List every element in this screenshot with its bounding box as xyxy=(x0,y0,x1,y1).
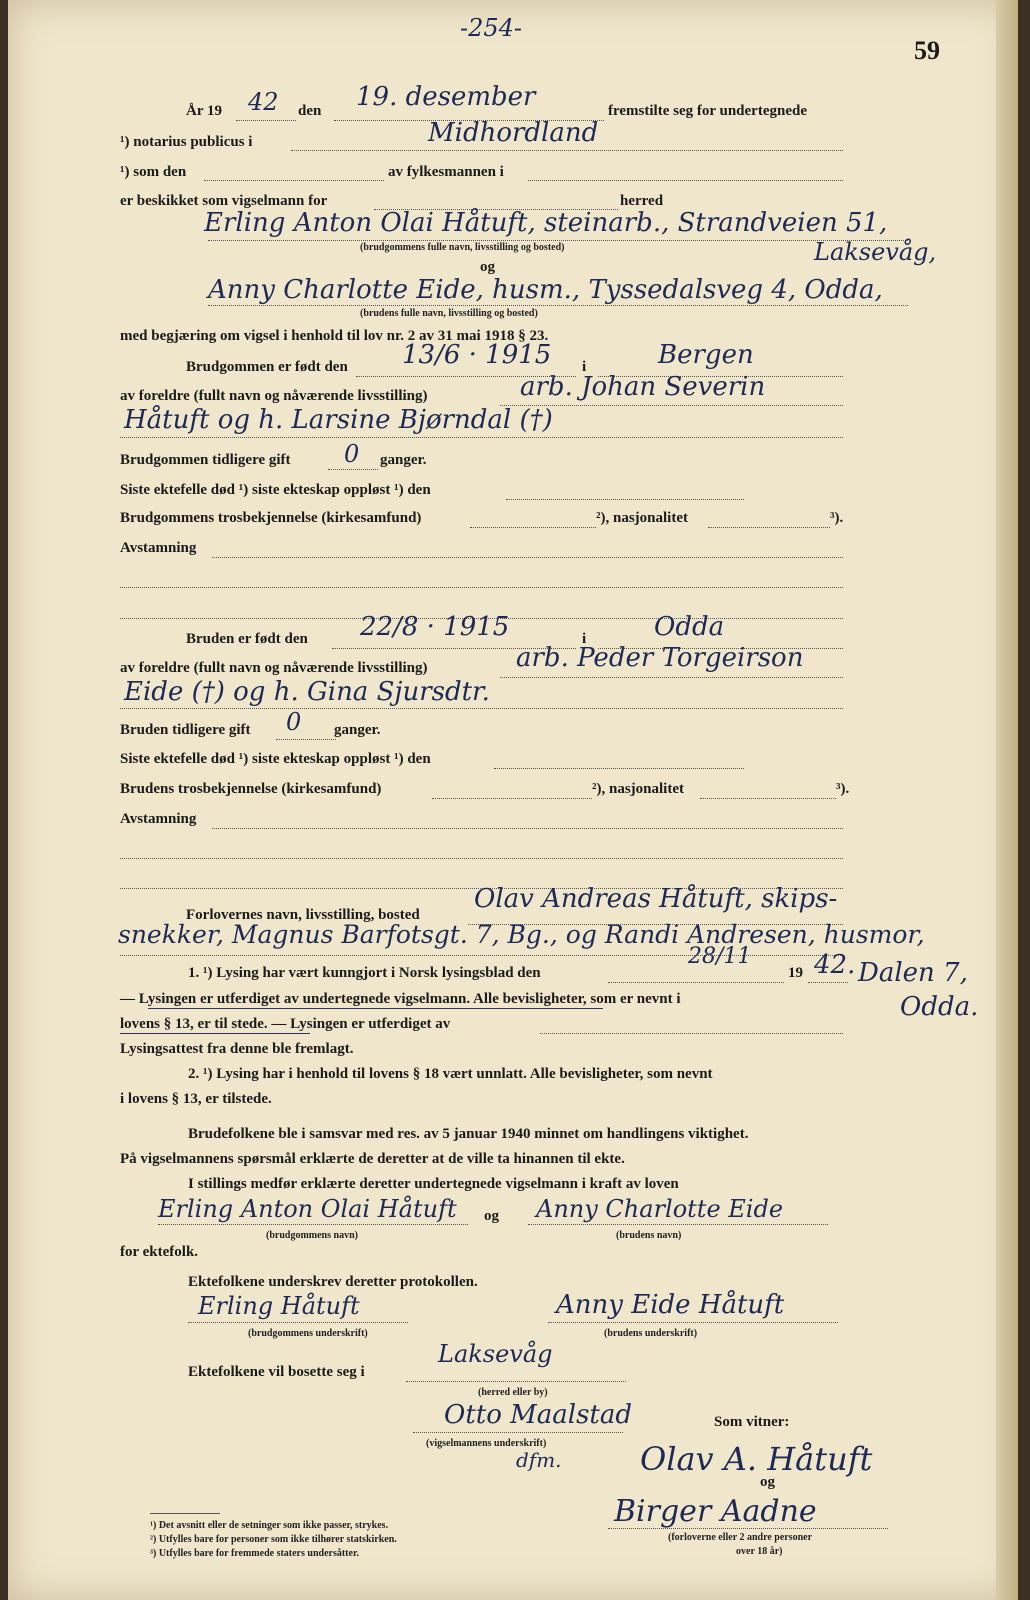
groom-i-label: i xyxy=(582,359,587,375)
top-number: -254- xyxy=(460,14,523,42)
bride-sig-caption: (brudens underskrift) xyxy=(604,1328,698,1339)
declaration-bride-caption: (brudens navn) xyxy=(616,1230,682,1241)
settle-caption: (herred eller by) xyxy=(478,1387,548,1398)
witness-og: og xyxy=(760,1474,775,1490)
bride-faith-label: Brudens trosbekjennelse (kirkesamfund) xyxy=(120,781,382,797)
document-page xyxy=(8,0,1018,1600)
groom-signature: Erling Håtuft xyxy=(198,1292,360,1320)
beskikket-label: er beskikket som vigselmann for xyxy=(120,193,328,209)
groom-parents-label: av foreldre (fullt navn og nåværende livsstilling) xyxy=(120,388,428,404)
witness-caption-2: over 18 år) xyxy=(736,1546,783,1557)
fylkesmann-label: av fylkesmannen i xyxy=(388,164,504,180)
banns-p1-line3: lovens § 13, er til stede. — Lysingen er utferdiget av xyxy=(120,1016,451,1032)
groom-full-2: Laksevåg, xyxy=(814,238,937,266)
bride-signature: Anny Eide Håtuft xyxy=(556,1290,785,1320)
witness2-signature: Birger Aadne xyxy=(614,1494,817,1529)
officiant-note: dfm. xyxy=(516,1448,562,1472)
witness-label: Som vitner: xyxy=(714,1414,790,1430)
bride-prev-married: 0 xyxy=(286,708,302,736)
fremstilte-text: fremstilte seg for undertegnede xyxy=(608,103,807,119)
page-binding xyxy=(996,0,1018,1600)
declaration-bride-name: Anny Charlotte Eide xyxy=(536,1195,784,1223)
declaration-og: og xyxy=(484,1208,499,1224)
bride-spouse-label: Siste ektefelle død ¹) siste ekteskap oppløst ¹) den xyxy=(120,751,431,767)
bride-prev-married-label: Bruden tidligere gift xyxy=(120,722,251,738)
groom-parents-1: arb. Johan Severin xyxy=(520,372,766,402)
banns-p1-line2: — Lysingen er utferdiget av undertegnede vigselmann. Alle bevisligheter, som er nevnt i xyxy=(120,991,681,1007)
witness-caption-1: (forloverne eller 2 andre personer xyxy=(668,1532,813,1543)
witnesses-label: Forlovernes navn, livsstilling, bosted xyxy=(186,907,420,923)
groom-born-date: 13/6 · 1915 xyxy=(402,340,552,370)
settle-label: Ektefolkene vil bosette seg i xyxy=(188,1364,365,1380)
bride-parents-1: arb. Peder Torgeirson xyxy=(516,643,804,673)
witnesses-side1: Dalen 7, xyxy=(858,958,968,988)
notarius-label: ¹) notarius publicus i xyxy=(120,134,253,150)
og-1: og xyxy=(480,259,495,275)
marriage-date: 19. desember xyxy=(356,82,536,112)
bride-parents-label: av foreldre (fullt navn og nåværende livsstilling) xyxy=(120,660,428,676)
som-den-label: ¹) som den xyxy=(120,164,187,180)
declaration-groom-name: Erling Anton Olai Håtuft xyxy=(158,1195,457,1223)
bride-ganger: ganger. xyxy=(334,722,381,738)
bride-descent-label: Avstamning xyxy=(120,811,197,827)
declaration-l3: I stillings medfør erklærte deretter undertegnede vigselmann i kraft av loven xyxy=(188,1176,679,1192)
groom-born-place: Bergen xyxy=(658,340,754,370)
bride-born-label: Bruden er født den xyxy=(186,631,308,647)
year-prefix: År 19 xyxy=(186,103,222,119)
bride-caption: (brudens fulle navn, livsstilling og bosted) xyxy=(360,308,538,319)
banns-p1-label: 1. ¹) Lysing har vært kunngjort i Norsk lysingsblad den xyxy=(188,965,541,981)
declaration-groom-caption: (brudgommens navn) xyxy=(266,1230,358,1241)
groom-sig-caption: (brudgommens underskrift) xyxy=(248,1328,368,1339)
banns-p2-line1: 2. ¹) Lysing har i henhold til lovens § 18 vært unnlatt. Alle bevisligheter, som nevnt xyxy=(188,1066,713,1082)
groom-prev-married-label: Brudgommen tidligere gift xyxy=(120,452,291,468)
footnote-1: ¹) Det avsnitt eller de setninger som ikke passer, strykes. xyxy=(150,1520,389,1531)
bride-born-date: 22/8 · 1915 xyxy=(360,612,510,642)
witnesses-line2: snekker, Magnus Barfotsgt. 7, Bg., og Randi Andresen, husmor, xyxy=(118,920,925,949)
groom-born-label: Brudgommen er født den xyxy=(186,359,348,375)
groom-faith-label: Brudgommens trosbekjennelse (kirkesamfund) xyxy=(120,510,422,526)
groom-descent-label: Avstamning xyxy=(120,540,197,556)
banns-p1-date: 28/11 xyxy=(688,944,752,969)
bride-nationality-label: ²), nasjonalitet xyxy=(592,781,684,797)
law-text: med begjæring om vigsel i henhold til lov nr. 2 av 31 mai 1918 § 23. xyxy=(120,328,549,344)
herred-label: herred xyxy=(620,193,664,209)
witness1-signature: Olav A. Håtuft xyxy=(640,1440,873,1478)
witnesses-side2: Odda. xyxy=(900,992,979,1022)
bride-parents-2: Eide (†) og h. Gina Sjursdtr. xyxy=(124,677,490,707)
officiant-caption: (vigselmannens underskrift) xyxy=(426,1438,547,1449)
groom-spouse-label: Siste ektefelle død ¹) siste ekteskap oppløst ¹) den xyxy=(120,482,431,498)
banns-p2-line2: i lovens § 13, er tilstede. xyxy=(120,1091,272,1107)
groom-nationality-label: ²), nasjonalitet xyxy=(596,510,688,526)
groom-ganger: ganger. xyxy=(380,452,427,468)
groom-prev-married: 0 xyxy=(344,440,360,468)
groom-caption: (brudgommens fulle navn, livsstilling og bosted) xyxy=(360,242,565,253)
footnote-3: ³) Utfylles bare for fremmede staters undersåtter. xyxy=(150,1548,359,1559)
groom-note3: ³). xyxy=(830,510,844,526)
bride-note3: ³). xyxy=(836,781,850,797)
bride-born-place: Odda xyxy=(654,612,725,642)
page-number: 59 xyxy=(914,36,940,65)
year-value: 42 xyxy=(248,88,279,116)
bride-i-label: i xyxy=(582,631,587,647)
den-label: den xyxy=(298,103,322,119)
banns-p1-year-prefix: 19 xyxy=(788,965,803,981)
bride-full: Anny Charlotte Eide, husm., Tyssedalsveg 4, Odda, xyxy=(208,275,883,305)
for-ektefolk: for ektefolk. xyxy=(120,1244,199,1260)
groom-parents-2: Håtuft og h. Larsine Bjørndal (†) xyxy=(124,405,553,435)
notarius-value: Midhordland xyxy=(428,118,599,148)
groom-full: Erling Anton Olai Håtuft, steinarb., Strandveien 51, xyxy=(204,208,888,238)
settle-place: Laksevåg xyxy=(438,1340,553,1368)
footnote-2: ²) Utfylles bare for personer som ikke tilhører statskirken. xyxy=(150,1534,397,1545)
declaration-l2: På vigselmannens spørsmål erklærte de deretter at de ville ta hinannen til ekte. xyxy=(120,1151,625,1167)
banns-p1-year: 42. xyxy=(814,950,856,980)
officiant-signature: Otto Maalstad xyxy=(444,1400,633,1430)
signed-text: Ektefolkene underskrev deretter protokollen. xyxy=(188,1274,478,1290)
banns-p1-line4: Lysingsattest fra denne ble fremlagt. xyxy=(120,1041,354,1057)
declaration-l1: Brudefolkene ble i samsvar med res. av 5 januar 1940 minnet om handlingens viktighet. xyxy=(188,1126,749,1142)
witnesses-line1: Olav Andreas Håtuft, skips- xyxy=(474,884,838,914)
